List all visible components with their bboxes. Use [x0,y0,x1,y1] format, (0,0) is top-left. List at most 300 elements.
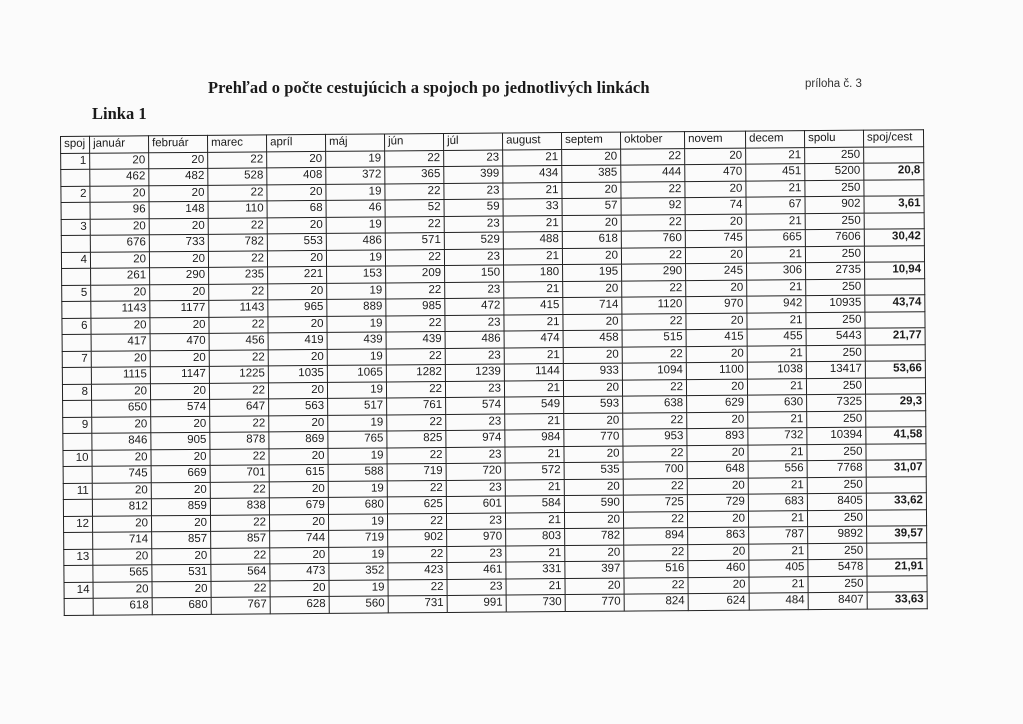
table-cell: 21 [747,378,806,395]
table-cell: 700 [623,462,687,479]
ratio-cell: 21,77 [865,328,925,345]
table-cell: 22 [622,313,686,330]
table-cell: 22 [622,346,686,363]
table-cell: 21 [748,477,807,494]
ratio-cell: 20,8 [864,163,924,180]
table-cell: 19 [326,150,385,167]
table-cell: 21 [749,576,808,593]
table-cell: 20 [151,515,210,532]
column-header: spoj [61,136,90,153]
table-cell: 556 [748,461,807,478]
table-cell: 20 [93,581,152,598]
table-cell: 714 [93,532,152,549]
table-cell: 20 [565,578,624,595]
table-cell: 761 [387,397,446,414]
table-cell: 486 [445,331,504,348]
route-number-cell [62,301,91,318]
table-cell: 23 [444,216,503,233]
table-cell: 878 [210,432,269,449]
table-cell: 529 [444,232,503,249]
table-cell: 588 [328,464,387,481]
table-cell: 1035 [268,365,327,382]
table-cell: 1144 [504,364,563,381]
table-cell: 451 [746,164,805,181]
ratio-cell [867,542,927,559]
table-cell: 22 [623,478,687,495]
table-cell: 894 [624,528,688,545]
table-cell: 22 [387,480,446,497]
table-cell: 439 [386,331,445,348]
table-cell: 19 [327,282,386,299]
column-header: august [502,133,561,150]
table-cell: 250 [808,576,867,593]
table-cell: 733 [149,234,208,251]
table-cell: 22 [623,511,687,528]
table-cell: 21 [747,345,806,362]
table-cell: 902 [805,196,864,213]
table-cell: 2735 [806,262,865,279]
annex-label: príloha č. 3 [805,78,862,90]
table-cell: 20 [152,548,211,565]
table-cell: 1147 [150,366,209,383]
table-cell: 20 [150,350,209,367]
ratio-cell [864,146,924,163]
table-cell: 20 [565,545,624,562]
ratio-cell: 41,58 [866,427,926,444]
table-cell: 20 [90,218,149,235]
table-cell: 23 [447,546,506,563]
ratio-cell [866,476,926,493]
table-cell: 153 [327,266,386,283]
table-cell: 618 [562,231,621,248]
route-number-cell [63,499,92,516]
table-cell: 250 [807,444,866,461]
table-cell: 250 [807,477,866,494]
table-cell: 20 [149,251,208,268]
table-cell: 423 [388,562,447,579]
table-cell: 21 [746,246,805,263]
table-cell: 20 [564,446,623,463]
table-cell: 19 [329,579,388,596]
route-number-cell [64,532,93,549]
table-cell: 20 [564,479,623,496]
ratio-cell: 30,42 [864,229,924,246]
table-cell: 74 [685,197,746,214]
table-cell: 23 [445,315,504,332]
table-cell: 20 [686,313,747,330]
table-cell: 593 [564,396,623,413]
table-cell: 20 [149,218,208,235]
table-cell: 825 [387,430,446,447]
table-cell: 250 [807,510,866,527]
table-cell: 20 [90,251,149,268]
table-cell: 1143 [91,301,150,318]
table-cell: 21 [746,213,805,230]
table-cell: 22 [210,415,269,432]
table-cell: 20 [688,544,749,561]
table-cell: 23 [446,513,505,530]
route-number-cell [62,268,91,285]
table-cell: 1143 [209,300,268,317]
table-cell: 20 [685,148,746,165]
route-number-cell [63,433,92,450]
table-cell: 290 [150,267,209,284]
table-cell: 20 [562,248,621,265]
table-cell: 22 [387,513,446,530]
route-number-cell: 13 [64,549,93,566]
table-cell: 20 [149,152,208,169]
ratio-cell [865,344,925,361]
table-cell: 553 [267,233,326,250]
table-cell: 20 [268,316,327,333]
table-cell: 22 [387,414,446,431]
table-cell: 22 [621,214,685,231]
table-cell: 7606 [805,229,864,246]
table-cell: 474 [504,331,563,348]
table-cell: 812 [92,499,151,516]
table-cell: 615 [269,464,328,481]
table-cell: 933 [563,363,622,380]
table-cell: 991 [447,595,506,612]
table-cell: 560 [329,596,388,613]
table-cell: 20 [90,185,149,202]
table-cell: 669 [151,465,210,482]
table-cell: 20 [686,280,747,297]
ratio-cell: 10,94 [865,262,925,279]
table-cell: 22 [211,580,270,597]
table-cell: 444 [621,165,685,182]
table-cell: 52 [385,199,444,216]
table-cell: 863 [688,527,749,544]
table-cell: 59 [444,199,503,216]
table-cell: 725 [623,495,687,512]
table-cell: 455 [747,329,806,346]
table-cell: 21 [504,314,563,331]
table-cell: 765 [328,431,387,448]
table-cell: 517 [328,398,387,415]
table-cell: 23 [446,414,505,431]
table-cell: 1094 [622,363,686,380]
route-number-cell: 5 [62,285,91,302]
table-cell: 417 [91,334,150,351]
table-cell: 20 [563,281,622,298]
table-cell: 584 [505,496,564,513]
route-number-cell: 1 [61,153,90,170]
table-cell: 110 [208,201,267,218]
table-cell: 472 [445,298,504,315]
table-cell: 20 [267,250,326,267]
table-cell: 20 [562,182,621,199]
table-cell: 22 [208,217,267,234]
table-cell: 22 [621,148,685,165]
table-cell: 20 [269,415,328,432]
table-cell: 20 [151,449,210,466]
table-cell: 405 [749,560,808,577]
table-cell: 20 [91,350,150,367]
page-title: Prehľad o počte cestujúcich a spojoch po jednotlivých linkách [208,78,650,97]
table-cell: 20 [90,152,149,169]
table-cell: 20 [152,581,211,598]
ratio-cell [866,509,926,526]
table-cell: 22 [623,445,687,462]
table-cell: 148 [149,201,208,218]
table-cell: 21 [746,147,805,164]
table-cell: 22 [622,379,686,396]
route-number-cell: 11 [63,483,92,500]
table-cell: 20 [269,448,328,465]
table-cell: 665 [746,230,805,247]
table-cell: 20 [685,181,746,198]
table-cell: 23 [445,348,504,365]
table-cell: 719 [329,530,388,547]
ratio-cell: 31,07 [866,460,926,477]
table-cell: 19 [328,447,387,464]
column-header: jún [384,133,443,150]
table-cell: 290 [622,264,686,281]
table-cell: 21 [506,578,565,595]
table-cell: 21 [503,248,562,265]
table-cell: 22 [210,481,269,498]
table-cell: 21 [503,149,562,166]
table-cell: 19 [327,348,386,365]
table-cell: 22 [622,280,686,297]
table-cell: 528 [208,168,267,185]
table-body [61,146,928,615]
route-number-cell: 7 [62,351,91,368]
table-cell: 5443 [806,328,865,345]
table-cell: 679 [269,497,328,514]
table-cell: 19 [327,315,386,332]
table-cell: 20 [91,383,150,400]
ratio-cell [864,245,924,262]
table-cell: 574 [151,399,210,416]
table-cell: 20 [563,380,622,397]
route-number-cell [62,334,91,351]
table-cell: 20 [685,247,746,264]
table-cell: 732 [748,428,807,445]
table-cell: 1282 [386,364,445,381]
table-cell: 434 [503,166,562,183]
table-cell: 23 [446,480,505,497]
table-cell: 1120 [622,297,686,314]
route-number-cell: 9 [63,417,92,434]
ratio-cell [865,377,925,394]
table-cell: 235 [209,267,268,284]
table-cell: 23 [444,150,503,167]
column-header: marec [207,135,266,152]
column-header: spoj/cest [863,130,923,147]
table-cell: 650 [92,400,151,417]
table-cell: 419 [268,332,327,349]
table-cell: 648 [687,461,748,478]
route-number-cell: 6 [62,318,91,335]
table-cell: 261 [91,268,150,285]
ratio-cell [864,212,924,229]
table-cell: 20 [685,214,746,231]
table-cell: 20 [268,382,327,399]
table-cell: 719 [387,463,446,480]
table-cell: 1065 [327,365,386,382]
table-cell: 21 [503,182,562,199]
table-cell: 23 [447,579,506,596]
table-cell: 22 [209,283,268,300]
table-cell: 22 [387,447,446,464]
table-cell: 767 [211,597,270,614]
table-cell: 180 [504,265,563,282]
table-cell: 9892 [808,526,867,543]
table-cell: 46 [326,200,385,217]
table-cell: 245 [686,263,747,280]
table-cell: 7325 [807,394,866,411]
table-cell: 21 [748,510,807,527]
route-number-cell: 4 [61,252,90,269]
table-cell: 22 [209,316,268,333]
table-cell: 846 [92,433,151,450]
table-cell: 250 [808,543,867,560]
table-cell: 1177 [150,300,209,317]
table-cell: 250 [805,213,864,230]
table-cell: 893 [687,428,748,445]
table-cell: 486 [326,233,385,250]
ratio-cell: 21,91 [867,559,927,576]
table-cell: 22 [623,412,687,429]
table-cell: 57 [562,198,621,215]
table-cell: 590 [564,495,623,512]
table-cell: 782 [565,528,624,545]
table-cell: 23 [444,183,503,200]
table-cell: 20 [270,580,329,597]
table-cell: 965 [268,299,327,316]
table-cell: 20 [150,284,209,301]
route-number-cell [61,235,90,252]
table-cell: 20 [686,379,747,396]
table-cell: 408 [267,167,326,184]
route-number-cell [64,565,93,582]
table-cell: 20 [687,478,748,495]
table-cell: 629 [687,395,748,412]
table-cell: 838 [210,498,269,515]
table-cell: 488 [503,232,562,249]
column-header: máj [325,134,384,151]
table-cell: 22 [624,577,688,594]
table-cell: 8405 [807,493,866,510]
table-cell: 19 [328,513,387,530]
table-cell: 250 [806,279,865,296]
table-cell: 21 [504,347,563,364]
table-cell: 365 [385,166,444,183]
table-cell: 331 [506,562,565,579]
table-cell: 22 [621,181,685,198]
table-cell: 22 [209,382,268,399]
table-cell: 397 [565,561,624,578]
table-cell: 21 [746,180,805,197]
table-cell: 22 [208,184,267,201]
table-cell: 150 [445,265,504,282]
table-cell: 33 [503,199,562,216]
table-cell: 306 [747,263,806,280]
table-cell: 250 [805,246,864,263]
table-cell: 470 [685,164,746,181]
table-cell: 638 [623,396,687,413]
table-cell: 20 [267,151,326,168]
table-cell: 22 [385,216,444,233]
table-cell: 857 [211,531,270,548]
table-cell: 20 [564,512,623,529]
table-cell: 20 [151,482,210,499]
table-cell: 714 [563,297,622,314]
table-cell: 680 [152,597,211,614]
table-cell: 20 [687,412,748,429]
table-cell: 803 [506,529,565,546]
table-cell: 385 [562,165,621,182]
table-cell: 461 [447,562,506,579]
table-cell: 889 [327,299,386,316]
column-header: júl [443,133,502,150]
table-cell: 250 [806,378,865,395]
table-cell: 22 [386,282,445,299]
table-cell: 20 [269,481,328,498]
column-header: decem [745,131,804,148]
table-cell: 942 [747,296,806,313]
table-cell: 20 [562,149,621,166]
ratio-cell [866,410,926,427]
table-cell: 19 [326,216,385,233]
table-cell: 250 [806,312,865,329]
column-header: apríl [266,134,325,151]
table-cell: 22 [385,150,444,167]
passenger-table [60,129,928,615]
table-cell: 676 [90,235,149,252]
table-cell: 730 [506,595,565,612]
route-number-cell: 10 [63,450,92,467]
table-cell: 745 [685,230,746,247]
table-cell: 770 [565,594,624,611]
table-cell: 67 [746,197,805,214]
table-cell: 221 [268,266,327,283]
table-cell: 19 [326,249,385,266]
table-cell: 21 [505,446,564,463]
table-cell: 20 [267,217,326,234]
table-cell: 439 [327,332,386,349]
table-cell: 859 [151,498,210,515]
table-cell: 20 [150,317,209,334]
table-cell: 415 [504,298,563,315]
ratio-cell: 29,3 [866,394,926,411]
route-number-cell [63,400,92,417]
table-cell: 516 [624,561,688,578]
table-cell: 460 [688,560,749,577]
table-cell: 20 [562,215,621,232]
table-cell: 1038 [747,362,806,379]
table-cell: 902 [388,529,447,546]
table-cell: 21 [503,215,562,232]
line-label: Linka 1 [92,104,147,123]
table-cell: 571 [385,232,444,249]
table-cell: 10935 [806,295,865,312]
column-header: septem [561,132,620,149]
table-cell: 21 [749,543,808,560]
table-cell: 22 [386,348,445,365]
column-header: február [149,135,208,152]
table-cell: 624 [688,593,749,610]
table-cell: 515 [622,330,686,347]
table-cell: 680 [328,497,387,514]
table-cell: 23 [446,447,505,464]
route-number-cell [62,367,91,384]
table-cell: 970 [686,296,747,313]
route-number-cell: 2 [61,186,90,203]
table-cell: 683 [748,494,807,511]
